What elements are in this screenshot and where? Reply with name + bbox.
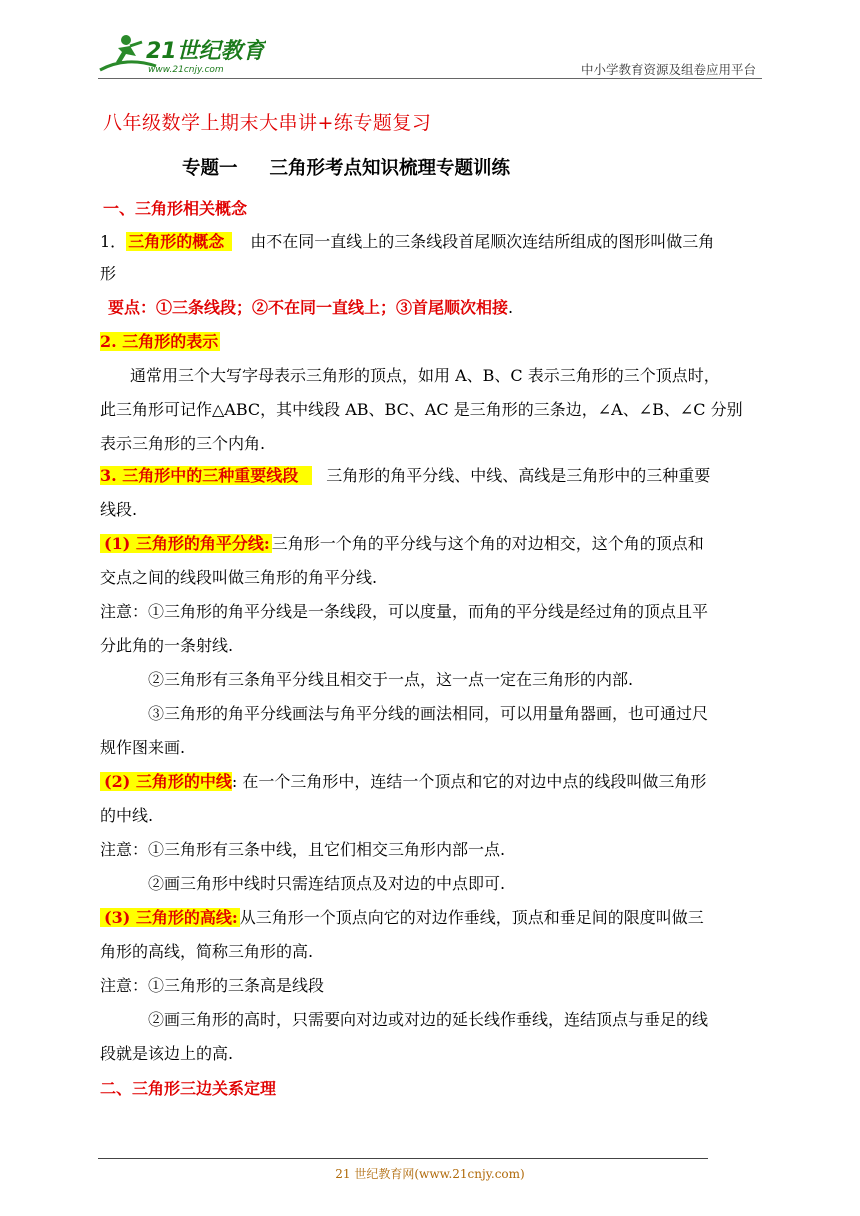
topic-name: 三角形考点知识梳理专题训练 <box>269 158 511 179</box>
median-definition-line-1: (2) 三角形的中线: 在一个三角形中，连结一个顶点和它的对边中点的线段叫做三角形 <box>100 772 762 792</box>
footer-text: 21 世纪教育网(www.21cnjy.com) <box>335 1167 525 1181</box>
document-title: 八年级数学上期末大串讲+练专题复习 <box>103 112 432 134</box>
heading-representation: 2. 三角形的表示 <box>100 332 219 351</box>
altitude-note-1: 注意：①三角形的三条高是线段 <box>100 976 325 995</box>
heading-important-segments: 3. 三角形中的三种重要线段 三角形的角平分线、中线、高线是三角形中的三种重要 <box>100 466 711 485</box>
altitude-definition-line-2: 角形的高线，简称三角形的高. <box>100 942 314 961</box>
bisector-note-3-line-1: ③三角形的角平分线画法与角平分线的画法相同，可以用量角器画，也可通过尺 <box>148 704 709 723</box>
paragraph-1-line-2: 形 <box>100 264 117 283</box>
key-points: 要点：①三条线段；②不在同一直线上；③首尾顺次相接. <box>108 298 514 317</box>
topic-heading <box>182 154 510 180</box>
altitude-note-2-line-1: ②画三角形的高时，只需要向对边或对边的延长线作垂线，连结顶点与垂足的线 <box>148 1010 709 1029</box>
logo-text: 21世纪教育 <box>146 39 265 64</box>
representation-line-3: 表示三角形的三个内角. <box>100 434 266 453</box>
bisector-definition-line-2: 交点之间的线段叫做三角形的角平分线. <box>100 568 378 587</box>
bisector-definition-line-1: (1) 三角形的角平分线: 三角形一个角的平分线与这个角的对边相交，这个角的顶点和 <box>100 534 762 554</box>
median-definition-line-2: 的中线. <box>100 806 154 825</box>
representation-line-2: 此三角形可记作△ABC，其中线段 AB、BC、AC 是三角形的三条边，∠A、∠B、∠C 分别 <box>100 400 743 419</box>
median-note-1: 注意：①三角形有三条中线，且它们相交三角形内部一点. <box>100 840 506 859</box>
platform-name: 中小学教育资源及组卷应用平台 <box>580 62 756 77</box>
median-note-2: ②画三角形中线时只需连结顶点及对边的中点即可. <box>148 874 506 893</box>
paragraph-1-line-1 <box>100 232 762 252</box>
footer-divider <box>98 1158 708 1159</box>
bisector-note-3-line-2: 规作图来画. <box>100 738 186 757</box>
logo-url: www.21cnjy.com <box>148 65 224 75</box>
representation-line-1: 通常用三个大写字母表示三角形的顶点，如用 A、B、C 表示三角形的三个顶点时， <box>130 366 720 385</box>
topic-number: 专题一 <box>182 158 238 179</box>
section-heading-2: 二、三角形三边关系定理 <box>100 1079 277 1098</box>
concept-label: 三角形的概念 <box>126 232 232 251</box>
important-segments-line-2: 线段. <box>100 500 138 519</box>
altitude-definition-line-1: (3) 三角形的高线: 从三角形一个顶点向它的对边作垂线，顶点和垂足间的限度叫做三 <box>100 908 762 928</box>
altitude-note-2-line-2: 段就是该边上的高. <box>100 1044 234 1063</box>
bisector-note-1-line-2: 分此角的一条射线. <box>100 636 234 655</box>
site-logo <box>96 30 266 78</box>
bisector-note-1-line-1: 注意：①三角形的角平分线是一条线段，可以度量，而角的平分线是经过角的顶点且平 <box>100 602 709 621</box>
section-heading-1: 一、三角形相关概念 <box>103 199 248 218</box>
concept-text: 由不在同一直线上的三条线段首尾顺次连结所组成的图形叫做三角 <box>250 232 715 251</box>
item-number: 1． <box>100 232 127 251</box>
header-divider <box>98 78 762 79</box>
bisector-note-2: ②三角形有三条角平分线且相交于一点，这一点一定在三角形的内部. <box>148 670 634 689</box>
